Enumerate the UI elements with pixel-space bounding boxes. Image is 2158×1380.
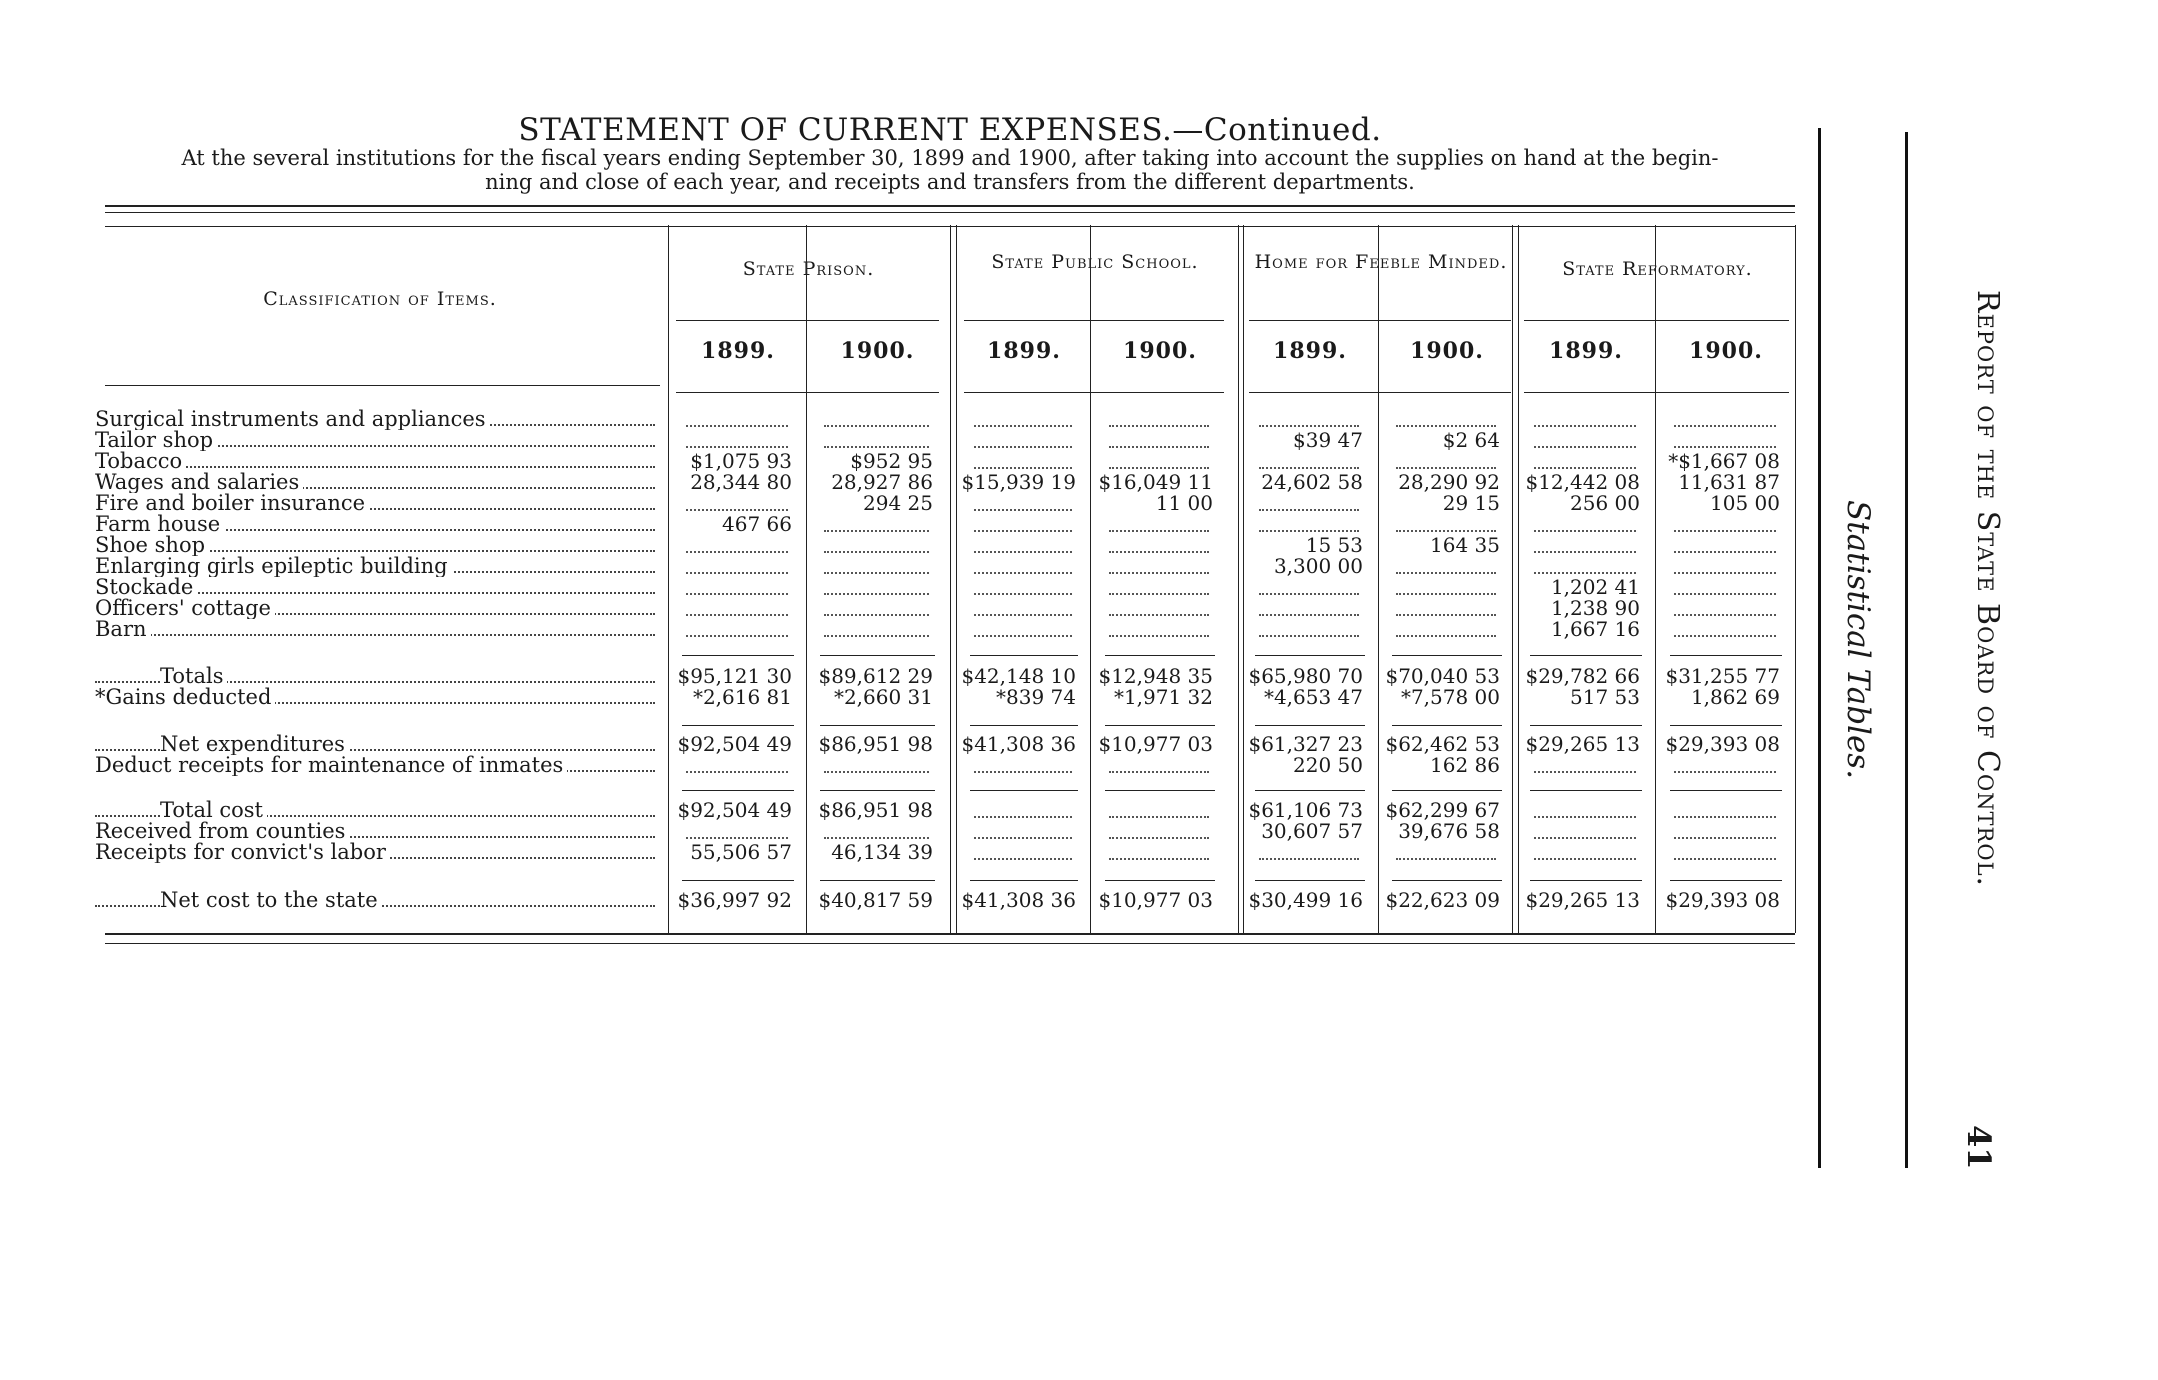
total-rule (1670, 725, 1782, 726)
row-label (95, 598, 655, 619)
row-label (95, 666, 655, 687)
year-header: 1899. (1549, 338, 1623, 364)
empty-cell-dots (1674, 635, 1776, 637)
table-cell: *2,616 81 (692, 685, 792, 709)
empty-cell-dots (824, 446, 929, 448)
row-label (95, 734, 655, 755)
table-cell: $41,308 36 (961, 888, 1076, 912)
total-rule (682, 880, 794, 881)
row-label (95, 556, 655, 577)
group-header: Home for Feeble Minded. (1254, 251, 1508, 273)
row-label-text: Barn (95, 619, 151, 640)
table-cell: 11,631 87 (1678, 470, 1780, 494)
empty-cell-dots (1534, 551, 1636, 553)
total-rule (1105, 655, 1215, 656)
year-header: 1900. (840, 338, 915, 364)
empty-cell-dots (1674, 593, 1776, 595)
empty-cell-dots (1396, 572, 1496, 574)
empty-cell-dots (824, 530, 929, 532)
total-rule (1255, 790, 1365, 791)
table-cell: $39 47 (1293, 428, 1363, 452)
empty-cell-dots (1259, 509, 1359, 511)
year-header: 1899. (701, 338, 775, 364)
group-underline (964, 320, 1224, 321)
table-cell: $86,951 98 (818, 732, 933, 756)
table-cell: *4,653 47 (1263, 685, 1363, 709)
row-label-text: Net expenditures (160, 734, 349, 755)
table-cell: $40,817 59 (818, 888, 933, 912)
subtitle-line-2: ning and close of each year, and receipts and transfers from the different departments. (485, 170, 1415, 194)
classification-header: Classification of Items. (263, 288, 497, 310)
empty-cell-dots (1396, 858, 1496, 860)
empty-cell-dots (974, 614, 1072, 616)
total-rule (820, 880, 935, 881)
row-label-text: Fire and boiler insurance (95, 493, 369, 514)
empty-cell-dots (1259, 614, 1359, 616)
subtitle-line-1: At the several institutions for the fiscal years ending September 30, 1899 and 1900, after taking into account the supplies on hand at the begin- (181, 146, 1719, 170)
empty-cell-dots (1259, 467, 1359, 469)
empty-cell-dots (1674, 530, 1776, 532)
table-cell: $29,265 13 (1525, 888, 1640, 912)
empty-cell-dots (686, 593, 788, 595)
table-cell: $62,299 67 (1385, 798, 1500, 822)
empty-cell-dots (1396, 635, 1496, 637)
empty-cell-dots (1259, 425, 1359, 427)
row-label-text: Tobacco (95, 451, 186, 472)
column-rule (1655, 225, 1656, 933)
empty-cell-dots (1396, 614, 1496, 616)
total-rule (1530, 790, 1642, 791)
year-underline (676, 392, 939, 393)
row-label (95, 472, 655, 493)
column-rule (668, 225, 669, 933)
table-cell: $15,939 19 (961, 470, 1076, 494)
row-label-text: Totals (160, 666, 227, 687)
table-cell: 3,300 00 (1273, 554, 1363, 578)
empty-cell-dots (686, 837, 788, 839)
header-underline (105, 385, 660, 386)
table-cell: *1,971 32 (1113, 685, 1213, 709)
table-cell: 28,290 92 (1398, 470, 1500, 494)
year-header: 1899. (987, 338, 1061, 364)
empty-cell-dots (1109, 858, 1209, 860)
column-rule (1090, 225, 1091, 933)
empty-cell-dots (974, 530, 1072, 532)
total-rule (1105, 880, 1215, 881)
empty-cell-dots (1109, 816, 1209, 818)
year-header: 1900. (1123, 338, 1197, 364)
empty-cell-dots (1674, 837, 1776, 839)
table-bottom-rule (105, 933, 1795, 935)
empty-cell-dots (824, 771, 929, 773)
empty-cell-dots (686, 771, 788, 773)
empty-cell-dots (686, 446, 788, 448)
total-rule (1530, 880, 1642, 881)
empty-cell-dots (1534, 425, 1636, 427)
empty-cell-dots (686, 425, 788, 427)
column-rule (956, 225, 957, 933)
column-rule (1238, 225, 1239, 933)
row-label (95, 535, 655, 556)
table-cell: $95,121 30 (677, 664, 792, 688)
group-underline (1524, 320, 1789, 321)
empty-cell-dots (824, 572, 929, 574)
empty-cell-dots (1534, 572, 1636, 574)
year-underline (964, 392, 1224, 393)
empty-cell-dots (1259, 530, 1359, 532)
year-underline (1524, 392, 1789, 393)
total-rule (1255, 655, 1365, 656)
group-header: State Public School. (991, 251, 1199, 273)
total-rule (682, 790, 794, 791)
empty-cell-dots (1674, 446, 1776, 448)
total-rule (970, 725, 1078, 726)
table-cell: $62,462 53 (1385, 732, 1500, 756)
table-cell: $22,623 09 (1385, 888, 1500, 912)
year-header: 1899. (1273, 338, 1347, 364)
empty-cell-dots (1109, 446, 1209, 448)
table-cell: 46,134 39 (831, 840, 933, 864)
row-label (95, 755, 655, 776)
empty-cell-dots (824, 837, 929, 839)
table-cell: 1,238 90 (1550, 596, 1640, 620)
empty-cell-dots (1109, 530, 1209, 532)
table-cell: *$1,667 08 (1668, 449, 1780, 473)
table-cell: $65,980 70 (1248, 664, 1363, 688)
total-rule (820, 655, 935, 656)
row-label-text: Net cost to the state (160, 890, 382, 911)
table-cell: 11 00 (1155, 491, 1213, 515)
table-cell: $30,499 16 (1248, 888, 1363, 912)
row-label (95, 890, 655, 911)
empty-cell-dots (1109, 837, 1209, 839)
row-label (95, 514, 655, 535)
empty-cell-dots (1259, 858, 1359, 860)
table-cell: 105 00 (1710, 491, 1780, 515)
table-cell: $92,504 49 (677, 798, 792, 822)
year-underline (1249, 392, 1511, 393)
table-cell: 39,676 58 (1398, 819, 1500, 843)
table-cell: $86,951 98 (818, 798, 933, 822)
empty-cell-dots (1674, 816, 1776, 818)
empty-cell-dots (1396, 530, 1496, 532)
total-rule (682, 725, 794, 726)
row-label-text: Tailor shop (95, 430, 217, 451)
row-label (95, 577, 655, 598)
empty-cell-dots (974, 425, 1072, 427)
group-underline (1249, 320, 1511, 321)
table-cell: 28,927 86 (831, 470, 933, 494)
row-label-text: Officers' cottage (95, 598, 275, 619)
empty-cell-dots (1109, 572, 1209, 574)
empty-cell-dots (974, 572, 1072, 574)
row-label (95, 451, 655, 472)
column-rule (1518, 225, 1519, 933)
empty-cell-dots (1109, 593, 1209, 595)
empty-cell-dots (974, 635, 1072, 637)
column-rule (1795, 225, 1796, 933)
row-label-text: Wages and salaries (95, 472, 303, 493)
year-header: 1900. (1689, 338, 1763, 364)
table-cell: $1,075 93 (690, 449, 792, 473)
total-rule (820, 790, 935, 791)
year-header: 1900. (1410, 338, 1484, 364)
row-label (95, 430, 655, 451)
total-rule (970, 655, 1078, 656)
table-cell: $92,504 49 (677, 732, 792, 756)
table-cell: 164 35 (1430, 533, 1500, 557)
row-label (95, 619, 655, 640)
table-cell: 294 25 (863, 491, 933, 515)
empty-cell-dots (824, 614, 929, 616)
column-rule (950, 225, 951, 933)
table-cell: 24,602 58 (1261, 470, 1363, 494)
table-cell: 467 66 (722, 512, 792, 536)
column-rule (1512, 225, 1513, 933)
empty-cell-dots (1674, 551, 1776, 553)
empty-cell-dots (1674, 771, 1776, 773)
row-label (95, 493, 655, 514)
empty-cell-dots (1674, 858, 1776, 860)
total-rule (1670, 655, 1782, 656)
row-label-text: Total cost (160, 800, 267, 821)
table-cell: $10,977 03 (1098, 888, 1213, 912)
row-label (95, 687, 655, 708)
table-cell: $29,393 08 (1665, 888, 1780, 912)
row-label-text: Stockade (95, 577, 197, 598)
table-cell: $31,255 77 (1665, 664, 1780, 688)
table-top-rule-2 (105, 212, 1795, 213)
column-rule (806, 225, 807, 933)
empty-cell-dots (974, 509, 1072, 511)
empty-cell-dots (1534, 771, 1636, 773)
empty-cell-dots (1534, 530, 1636, 532)
empty-cell-dots (974, 593, 1072, 595)
table-cell: 1,862 69 (1690, 685, 1780, 709)
row-label-text: Farm house (95, 514, 224, 535)
table-cell: $36,997 92 (677, 888, 792, 912)
table-top-rule (105, 205, 1795, 207)
table-cell: *839 74 (996, 685, 1076, 709)
vertical-rule-right (1905, 132, 1908, 1168)
empty-cell-dots (974, 771, 1072, 773)
column-rule (1243, 225, 1244, 933)
empty-cell-dots (1534, 837, 1636, 839)
empty-cell-dots (824, 425, 929, 427)
row-label-text: *Gains deducted (95, 687, 275, 708)
side-subtitle: Statistical Tables. (1840, 500, 1876, 780)
empty-cell-dots (686, 572, 788, 574)
table-cell: $41,308 36 (961, 732, 1076, 756)
table-cell: $952 95 (850, 449, 933, 473)
table-cell: $70,040 53 (1385, 664, 1500, 688)
leader-dots (95, 634, 655, 636)
total-rule (1392, 725, 1502, 726)
table-cell: $29,393 08 (1665, 732, 1780, 756)
empty-cell-dots (1109, 771, 1209, 773)
empty-cell-dots (686, 635, 788, 637)
table-cell: 30,607 57 (1261, 819, 1363, 843)
empty-cell-dots (974, 446, 1072, 448)
empty-cell-dots (824, 551, 929, 553)
row-label (95, 800, 655, 821)
total-rule (820, 725, 935, 726)
empty-cell-dots (1109, 635, 1209, 637)
total-rule (1670, 880, 1782, 881)
empty-cell-dots (1259, 593, 1359, 595)
row-label (95, 842, 655, 863)
empty-cell-dots (1534, 816, 1636, 818)
table-cell: *2,660 31 (833, 685, 933, 709)
empty-cell-dots (1674, 614, 1776, 616)
empty-cell-dots (1674, 572, 1776, 574)
total-rule (1105, 790, 1215, 791)
group-header: State Prison. (742, 258, 875, 280)
row-label-text: Enlarging girls epileptic building (95, 556, 452, 577)
table-cell: $89,612 29 (818, 664, 933, 688)
table-cell: 256 00 (1570, 491, 1640, 515)
column-rule (1378, 225, 1379, 933)
empty-cell-dots (1259, 635, 1359, 637)
empty-cell-dots (1396, 425, 1496, 427)
empty-cell-dots (686, 614, 788, 616)
total-rule (1392, 880, 1502, 881)
empty-cell-dots (1109, 425, 1209, 427)
total-rule (1255, 725, 1365, 726)
table-cell: 28,344 80 (690, 470, 792, 494)
table-cell: 55,506 57 (690, 840, 792, 864)
row-label (95, 409, 655, 430)
total-rule (1392, 655, 1502, 656)
group-header: State Reformatory. (1562, 258, 1753, 280)
empty-cell-dots (1534, 446, 1636, 448)
total-rule (1530, 725, 1642, 726)
table-cell: 15 53 (1305, 533, 1363, 557)
page-title: STATEMENT OF CURRENT EXPENSES.—Continued. (518, 112, 1382, 148)
total-rule (970, 880, 1078, 881)
table-cell: 1,202 41 (1550, 575, 1640, 599)
table-cell: 29 15 (1442, 491, 1500, 515)
total-rule (682, 655, 794, 656)
table-cell: $2 64 (1442, 428, 1500, 452)
table-cell: $10,977 03 (1098, 732, 1213, 756)
table-cell: $29,265 13 (1525, 732, 1640, 756)
table-cell: $16,049 11 (1098, 470, 1213, 494)
page-subtitle (100, 146, 1800, 194)
row-label-text: Deduct receipts for maintenance of inmates (95, 755, 567, 776)
empty-cell-dots (1396, 593, 1496, 595)
empty-cell-dots (686, 509, 788, 511)
row-label-text: Shoe shop (95, 535, 209, 556)
empty-cell-dots (686, 551, 788, 553)
empty-cell-dots (1109, 467, 1209, 469)
total-rule (1530, 655, 1642, 656)
empty-cell-dots (1109, 614, 1209, 616)
empty-cell-dots (974, 858, 1072, 860)
empty-cell-dots (1109, 551, 1209, 553)
row-label (95, 821, 655, 842)
empty-cell-dots (824, 593, 929, 595)
empty-cell-dots (974, 551, 1072, 553)
table-cell: 517 53 (1570, 685, 1640, 709)
empty-cell-dots (974, 816, 1072, 818)
table-cell: 1,667 16 (1550, 617, 1640, 641)
total-rule (1105, 725, 1215, 726)
table-cell: $12,442 08 (1525, 470, 1640, 494)
empty-cell-dots (824, 635, 929, 637)
empty-cell-dots (1534, 467, 1636, 469)
row-label-text: Receipts for convict's labor (95, 842, 390, 863)
total-rule (1392, 790, 1502, 791)
vertical-rule-left (1818, 128, 1821, 1168)
row-label-text: Surgical instruments and appliances (95, 409, 490, 430)
group-underline (676, 320, 939, 321)
empty-cell-dots (974, 467, 1072, 469)
empty-cell-dots (1534, 858, 1636, 860)
page-number: 41 (1960, 1125, 1998, 1170)
table-bottom-rule-2 (105, 943, 1795, 944)
empty-cell-dots (974, 837, 1072, 839)
empty-cell-dots (1674, 425, 1776, 427)
total-rule (1255, 880, 1365, 881)
table-cell: $61,327 23 (1248, 732, 1363, 756)
table-cell: $42,148 10 (961, 664, 1076, 688)
table-cell: $61,106 73 (1248, 798, 1363, 822)
table-cell: $12,948 35 (1098, 664, 1213, 688)
table-cell: 220 50 (1293, 753, 1363, 777)
table-cell: $29,782 66 (1525, 664, 1640, 688)
total-rule (970, 790, 1078, 791)
row-label-text: Received from counties (95, 821, 349, 842)
side-title: Report of the State Board of Control. (1970, 290, 2005, 888)
table-cell: *7,578 00 (1400, 685, 1500, 709)
empty-cell-dots (1396, 467, 1496, 469)
table-cell: 162 86 (1430, 753, 1500, 777)
total-rule (1670, 790, 1782, 791)
